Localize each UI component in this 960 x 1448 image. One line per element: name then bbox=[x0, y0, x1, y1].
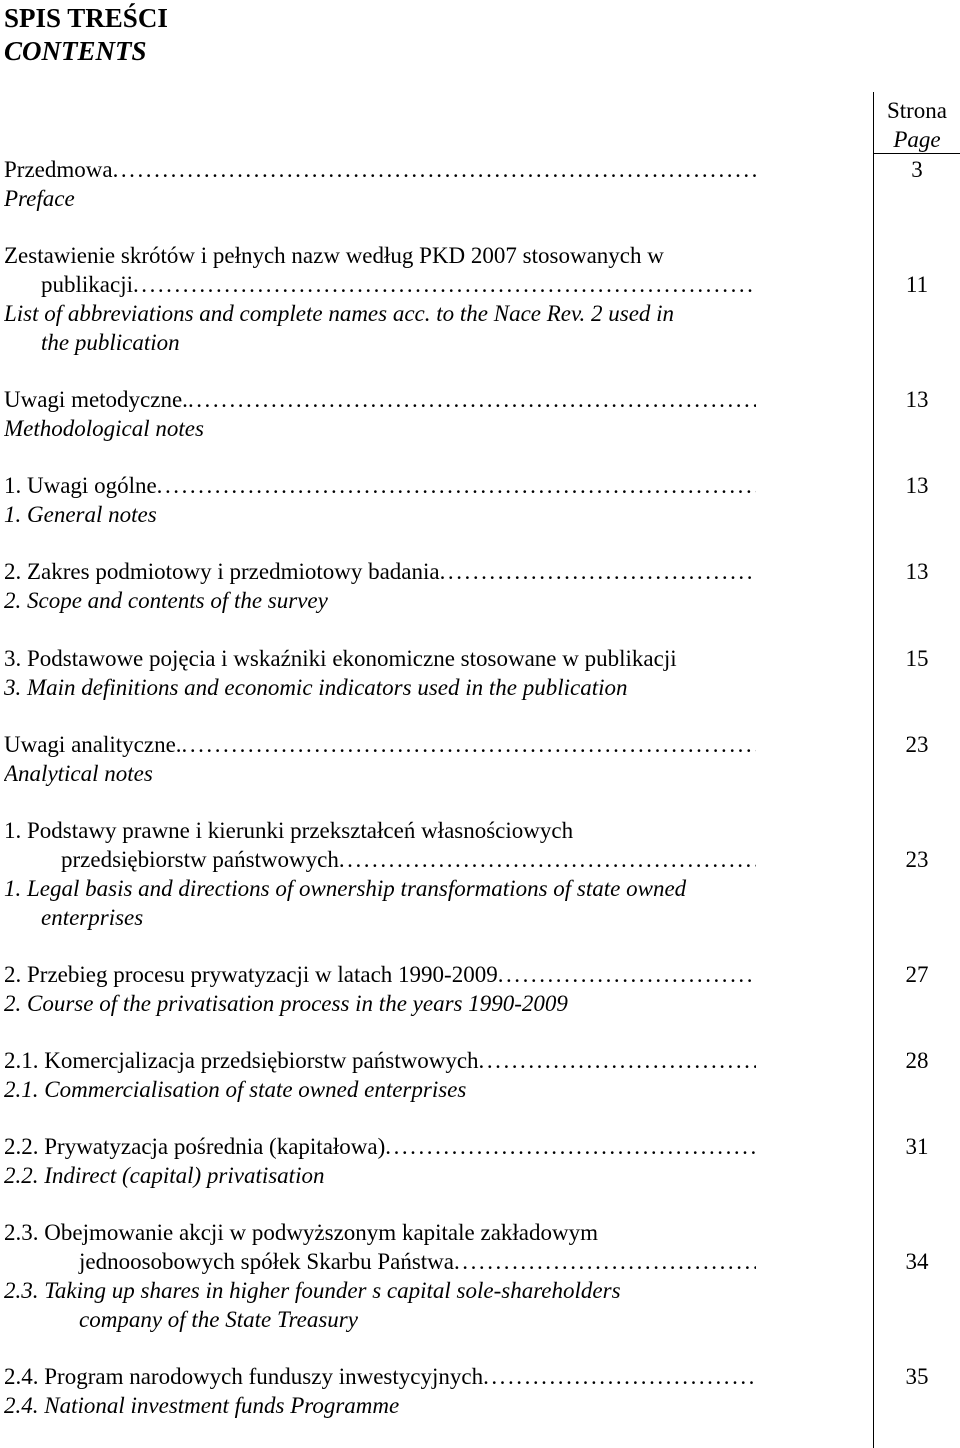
toc-entry-title: jednoosobowych spółek Skarbu Państwa . . . bbox=[4, 1247, 756, 1276]
toc-entry[interactable] bbox=[4, 816, 872, 932]
toc-page-number: 15 bbox=[905, 646, 929, 671]
toc-entry-title-english: 2.4. National investment funds Programme bbox=[4, 1393, 400, 1418]
toc-entry-title-english: 3. Main definitions and economic indicators used in the publication bbox=[4, 675, 628, 700]
toc-entry[interactable] bbox=[4, 1218, 872, 1334]
toc-entry-title-english: 2.3. Taking up shares in higher founder s capital sole-shareholders bbox=[4, 1278, 621, 1303]
toc-entry[interactable] bbox=[4, 385, 872, 443]
dot-leader bbox=[157, 471, 756, 500]
toc-page-number: 13 bbox=[905, 559, 929, 584]
dot-leader bbox=[498, 960, 756, 989]
dot-leader bbox=[133, 270, 756, 299]
toc-page-number: 23 bbox=[905, 847, 929, 872]
dot-leader bbox=[385, 1132, 756, 1161]
toc-entry-title-english: company of the State Treasury bbox=[79, 1307, 358, 1332]
toc-entry[interactable] bbox=[4, 1362, 872, 1420]
dot-leader bbox=[113, 155, 756, 184]
toc-entry[interactable] bbox=[4, 241, 872, 357]
toc-entry[interactable] bbox=[4, 730, 872, 788]
toc-entry-title: 1. Podstawy prawne i kierunki przekształceń własnościowych bbox=[4, 818, 574, 843]
toc-entry-title-english: 2.2. Indirect (capital) privatisation bbox=[4, 1163, 325, 1188]
page-title: SPIS TREŚCI bbox=[4, 3, 168, 33]
toc-page-number: 13 bbox=[905, 473, 929, 498]
toc-page-number: 34 bbox=[905, 1249, 929, 1274]
toc-entry[interactable] bbox=[4, 644, 872, 702]
toc-page-number: 27 bbox=[905, 962, 929, 987]
page-title-english: CONTENTS bbox=[4, 36, 147, 66]
toc-entry-title-english: Analytical notes bbox=[4, 761, 153, 786]
dot-leader bbox=[479, 1046, 756, 1075]
dot-leader bbox=[483, 1362, 756, 1391]
toc-page-number: 3 bbox=[911, 157, 923, 182]
dot-leader bbox=[454, 1247, 756, 1276]
dot-leader bbox=[339, 845, 756, 874]
toc-entry[interactable] bbox=[4, 471, 872, 529]
toc-page-number: 11 bbox=[905, 272, 929, 297]
toc-entry-title-english: 2. Scope and contents of the survey bbox=[4, 588, 328, 613]
toc-page-number: 31 bbox=[905, 1134, 929, 1159]
toc-entry-title-english: Methodological notes bbox=[4, 416, 204, 441]
page-column-label: Strona bbox=[886, 98, 948, 123]
toc-entry[interactable] bbox=[4, 1046, 872, 1104]
toc-entry-title: Uwagi metodyczne. . . . bbox=[4, 385, 756, 414]
toc-entry-title-english: List of abbreviations and complete names acc. to the Nace Rev. 2 used in bbox=[4, 301, 675, 326]
toc-entry[interactable] bbox=[4, 1132, 872, 1190]
toc-entry-title: 2.4. Program narodowych funduszy inwestycyjnych . . . bbox=[4, 1362, 756, 1391]
toc-entry-title: 2.2. Prywatyzacja pośrednia (kapitałowa) . . . bbox=[4, 1132, 756, 1161]
page-column-label-english: Page bbox=[893, 127, 941, 152]
toc-entry-title: 2.1. Komercjalizacja przedsiębiorstw państwowych . . . bbox=[4, 1046, 756, 1075]
toc-entry-title: Zestawienie skrótów i pełnych nazw według PKD 2007 stosowanych w bbox=[4, 243, 664, 268]
toc-entry-title-english: 1. General notes bbox=[4, 502, 157, 527]
toc-entry[interactable] bbox=[4, 557, 872, 615]
dot-leader bbox=[440, 557, 756, 586]
toc-entry-title: Przedmowa . . . bbox=[4, 155, 756, 184]
toc-entry-title: 2. Zakres podmiotowy i przedmiotowy badania . . . bbox=[4, 557, 756, 586]
toc-entry-title-english: 2.1. Commercialisation of state owned enterprises bbox=[4, 1077, 467, 1102]
toc-entry-title: 2. Przebieg procesu prywatyzacji w latach 1990-2009 . . . bbox=[4, 960, 756, 989]
toc-entry[interactable] bbox=[4, 960, 872, 1018]
dot-leader bbox=[182, 730, 756, 759]
toc-entry-title: Uwagi analityczne. . . . bbox=[4, 730, 756, 759]
toc-entry-title: 1. Uwagi ogólne . . . bbox=[4, 471, 756, 500]
toc-entry-title: publikacji . . . bbox=[4, 270, 756, 299]
toc-page-number: 28 bbox=[905, 1048, 929, 1073]
toc-entry-title-english: 2. Course of the privatisation process in the years 1990-2009 bbox=[4, 991, 568, 1016]
toc-entry-title: 3. Podstawowe pojęcia i wskaźniki ekonomiczne stosowane w publikacji bbox=[4, 646, 677, 671]
dot-leader bbox=[188, 385, 756, 414]
toc-page-number: 35 bbox=[905, 1364, 929, 1389]
toc-entry[interactable] bbox=[4, 155, 872, 213]
toc-entry-title-english: Preface bbox=[4, 186, 75, 211]
toc-entry-title-english: enterprises bbox=[41, 905, 144, 930]
toc-entry-title-english: 1. Legal basis and directions of ownership transformations of state owned bbox=[4, 876, 687, 901]
toc-entry-title-english: the publication bbox=[41, 330, 180, 355]
toc-page-number: 23 bbox=[905, 732, 929, 757]
toc-page-number: 13 bbox=[905, 387, 929, 412]
toc-entry-title: przedsiębiorstw państwowych . . . bbox=[4, 845, 756, 874]
toc-entry-title: 2.3. Obejmowanie akcji w podwyższonym kapitale zakładowym bbox=[4, 1220, 599, 1245]
